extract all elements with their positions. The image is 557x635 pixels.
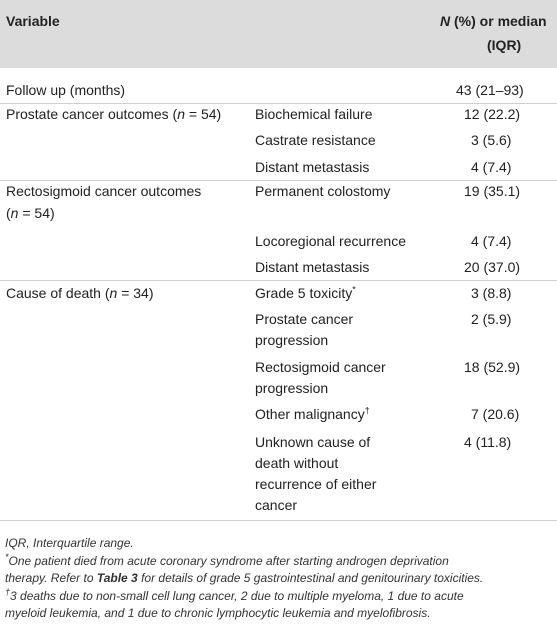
footnote-dagger-text-a: 3 deaths due to non-small cell lung cancer, 2 due to multiple myeloma, 1 due to acute [10,589,464,603]
footnote-star-marker: * [352,284,356,295]
rectosigmoid-label-post: = 54) [18,205,55,221]
header-variable: Variable [6,13,60,29]
row-rectosigmoid-distant-metastasis-label: Distant metastasis [255,259,370,275]
row-rectosigmoid-progression-label-line2: progression [255,380,329,396]
header-value-rest: (%) or median [450,13,547,29]
row-prostate-progression-label-line1: Prostate cancer [255,311,354,327]
row-locoregional-recurrence-value: 4 (7.4) [471,233,512,249]
row-divider [0,280,557,281]
row-prostate-distant-metastasis-value: 4 (7.4) [471,159,512,175]
row-rectosigmoid-distant-metastasis-value: 20 (37.0) [464,259,521,275]
row-locoregional-recurrence-label: Locoregional recurrence [255,233,406,249]
row-unknown-cause-label-line4: cancer [255,497,298,513]
header-value-line2: (IQR) [487,37,522,53]
grade5-text: Grade 5 toxicity [255,285,353,301]
row-prostate-distant-metastasis-label: Distant metastasis [255,159,370,175]
row-permanent-colostomy-label: Permanent colostomy [255,183,391,199]
header-n-italic: N [440,13,451,29]
row-follow-up-label: Follow up (months) [6,82,126,98]
footnote-star-text-b-pre: therapy. Refer to [5,571,97,585]
row-follow-up-value: 43 (21–93) [456,82,524,98]
footnote-star-symbol: * [5,552,9,562]
footnote-dagger-line1 [5,588,557,605]
footnote-star-text-b-post: for details of grade 5 gastrointestinal and genitourinary toxicities. [137,571,484,585]
prostate-label-n: n [177,106,185,122]
header-value-line1 [440,11,547,32]
row-unknown-cause-label-line3: recurrence of either [255,476,377,492]
row-permanent-colostomy-value: 19 (35.1) [464,183,521,199]
row-grade5-toxicity-label [255,283,356,304]
row-prostate-progression-value: 2 (5.9) [471,311,512,327]
row-unknown-cause-label-line2: death without [255,455,339,471]
rectosigmoid-label-n: n [10,205,19,221]
table-bottom-divider [0,520,557,521]
rectosigmoid-label-pre: ( [6,205,11,221]
row-grade5-toxicity-value: 3 (8.8) [471,285,512,301]
row-castrate-resistance-value: 3 (5.6) [471,132,512,148]
footnote-table3-ref: Table 3 [96,571,138,585]
row-prostate-outcomes-label [6,104,221,125]
footnote-dagger-symbol: † [5,587,11,597]
row-castrate-resistance-label: Castrate resistance [255,132,376,148]
cause-label-n: n [109,285,118,301]
row-rectosigmoid-progression-label-line1: Rectosigmoid cancer [255,359,386,375]
footnote-dagger-marker: † [364,405,370,416]
prostate-label-pre: Prostate cancer outcomes ( [6,106,178,122]
row-rectosigmoid-progression-value: 18 (52.9) [464,359,521,375]
cause-label-pre: Cause of death ( [6,285,110,301]
row-biochemical-failure-value: 12 (22.2) [464,106,521,122]
footnote-star-text-a: One patient died from acute coronary syndrome after starting androgen deprivation [8,554,449,568]
row-rectosigmoid-outcomes-label-line1: Rectosigmoid cancer outcomes [6,183,202,199]
prostate-label-post: = 54) [184,106,222,122]
row-unknown-cause-label-line1: Unknown cause of [255,434,371,450]
row-other-malignancy-value: 7 (20.6) [471,406,520,422]
footnote-iqr: IQR, Interquartile range. [5,536,134,550]
row-prostate-progression-label-line2: progression [255,332,329,348]
footnote-star-line1 [5,553,557,570]
footnote-dagger-line2: myeloid leukemia, and 1 due to chronic lymphocytic leukemia and myelofibrosis. [5,606,431,620]
cause-label-post: = 34) [117,285,154,301]
row-biochemical-failure-label: Biochemical failure [255,106,373,122]
row-rectosigmoid-outcomes-label-line2 [6,203,55,224]
footnote-star-line2 [5,570,557,587]
other-malignancy-text: Other malignancy [255,406,365,422]
row-unknown-cause-value: 4 (11.8) [464,434,512,450]
row-other-malignancy-label [255,404,370,425]
row-cause-of-death-label [6,283,154,304]
